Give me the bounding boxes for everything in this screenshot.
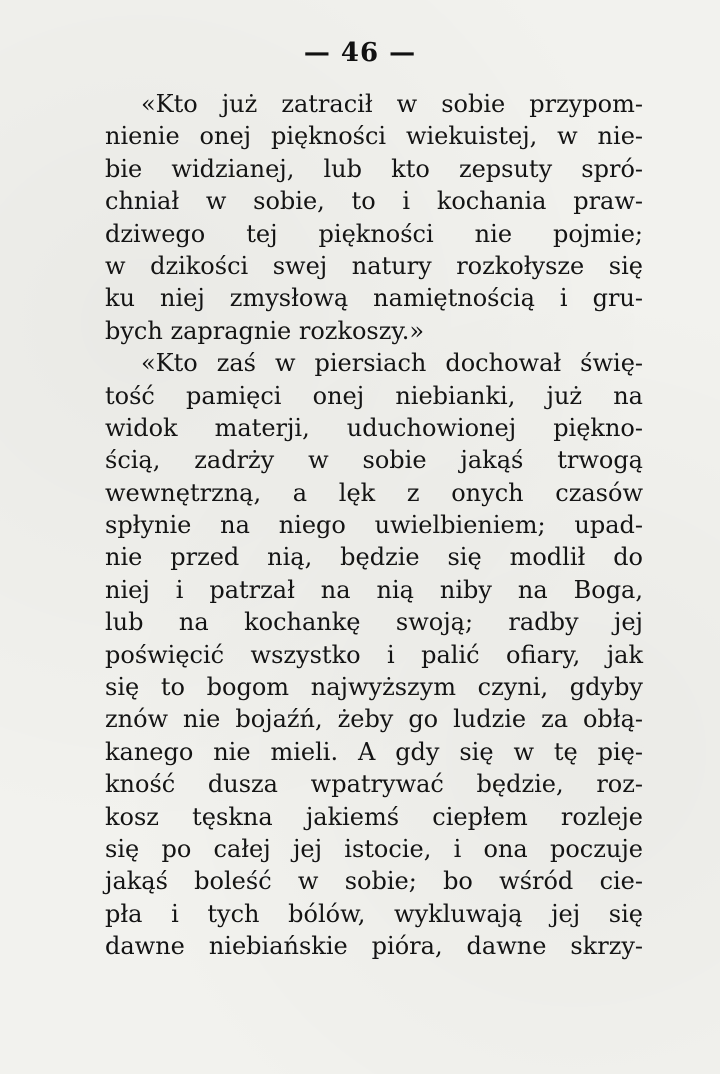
text-line: dziwego tej piękności nie pojmie; [105,219,643,248]
text-line: bych zapragnie rozkoszy.» [105,316,425,345]
text-line: się to bogom najwyższym czyni, gdyby [105,673,643,702]
text-line: kosz tęskna jakiemś ciepłem rozleje [105,802,643,831]
text-line: dawne niebiańskie pióra, dawne skrzy- [105,932,643,961]
text-line: niej i patrzał na nią niby na Boga, [105,575,643,604]
text-line: widok materji, uduchowionej piękno- [105,413,643,442]
page-number: — 46 — [303,38,417,68]
text-line: kność dusza wpatrywać będzie, roz- [105,770,643,799]
text-line: nienie onej piękności wiekuistej, w nie- [105,122,643,151]
text-line: ku niej zmysłową namiętnością i gru- [105,284,643,313]
text-line: tość pamięci onej niebianki, już na [105,381,643,410]
text-line: znów nie bojaźń, żeby go ludzie za obłą- [105,705,643,734]
text-line: «Kto już zatracił w sobie przypom- [141,90,643,118]
text-line: kanego nie mieli. A gdy się w tę pię- [105,737,643,766]
text-line: poświęcić wszystko i palić ofiary, jak [105,640,643,669]
text-line: pła i tych bólów, wykluwają jej się [105,899,643,928]
text-line: «Kto zaś w piersiach dochował świę- [141,349,643,378]
text-line: w dzikości swej natury rozkołysze się [105,251,643,280]
text-line: wewnętrzną, a lęk z onych czasów [105,478,643,507]
text-line: spłynie na niego uwielbieniem; upad- [105,511,643,540]
body-text [105,88,643,963]
text-line: nie przed nią, będzie się modlił do [105,543,643,572]
text-line: ścią, zadrży w sobie jakąś trwogą [105,446,643,475]
text-line: lub na kochankę swoją; radby jej [105,608,643,637]
text-line: bie widzianej, lub kto zepsuty spró- [105,154,643,183]
text-line: chniał w sobie, to i kochania praw- [105,187,643,216]
text-line: jakąś boleść w sobie; bo wśród cie- [105,867,643,896]
text-line: się po całej jej istocie, i ona poczuje [105,834,643,863]
